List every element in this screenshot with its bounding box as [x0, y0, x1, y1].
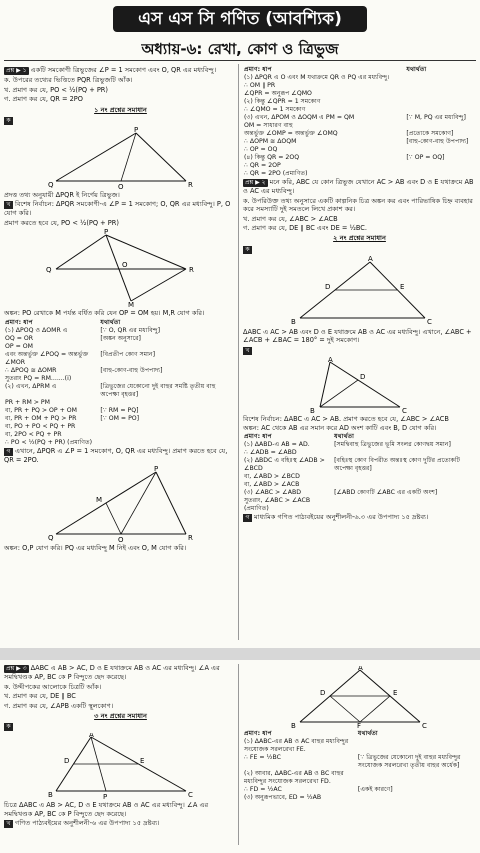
svg-text:D: D — [63, 757, 69, 766]
part-c: গ. প্রমাণ কর যে, QR = 2PO — [4, 95, 83, 104]
proof-table: প্রমাণ: ধাপ যথার্থতা (১) ΔPOQ ও ΔOMR এ [∵ O, QR এর মধ্যবিন্দু] OQ = OR [অঙ্কন অনুসারে] OP = OM এবং অন্তর্ভুক্ত ∠POQ = অন্তর্ভুক্ত ∠MOR [বিপ্রতীপ কোণ সমান] ∴ ΔPOQ ≅ ΔOMR [বাহু-কোণ-বাহু উপপাদ্য] সুতরাং PQ = RM.......(i) (২) এখন, ΔPRM এ [ত্রিভুজের যেকোনো দুই বাহুর সমষ্টি তৃতীয় বাহু অপেক্ষা বৃহত্তর] PR + RM > PM বা, PR + PQ > OP + OM [∵ RM = PQ] বা, PR + OM + PQ > PR [∵ OM = PO] বা, PO + PO < PQ + PR বা, 2PO < PQ + PR ∴ PO < ½(PQ + PR) (প্রমাণিত) — [5, 318, 216, 446]
question-tag: প্রশ্ন ▶ ২ — [245, 179, 266, 186]
svg-text:A: A — [357, 666, 363, 672]
svg-text:B: B — [290, 722, 296, 728]
figure-medial-triangle — [285, 666, 435, 728]
svg-text:O: O — [121, 261, 128, 270]
mark-kh: খ — [4, 201, 13, 209]
svg-text:A: A — [88, 733, 94, 740]
figure-extended-median — [36, 229, 206, 307]
left-column — [4, 66, 237, 553]
svg-text:P: P — [153, 466, 158, 474]
part-g-text: এখানে, ΔPQR এ ∠P = 1 সমকোণ, O, QR এর মধ্যবিন্দু। প্রমাণ করতে হবে যে, QR = 2PO. — [4, 446, 228, 464]
svg-text:B: B — [290, 317, 296, 326]
question-1 — [4, 66, 237, 75]
svg-text:Q: Q — [45, 266, 52, 275]
to-prove: প্রমাণ করতে হবে যে, PO < ½(PQ + PR) — [4, 218, 119, 227]
svg-text:R: R — [188, 266, 194, 275]
question-2 — [243, 178, 476, 196]
label-o: O — [117, 183, 124, 190]
solution-heading-3: ৩ নং প্রশ্নের সমাধান — [94, 712, 147, 721]
svg-text:C: C — [426, 317, 432, 326]
part-b: খ. প্রমাণ কর যে, PO < ½(PQ + PR) — [4, 85, 108, 94]
header-rule — [4, 60, 476, 61]
question-text: একটি সমকোণী ত্রিভুজের ∠P = 1 সমকোণ এবং O, QR এর মধ্যবিন্দু। — [30, 66, 217, 74]
figure-bisector — [36, 733, 206, 799]
page2-left-column — [4, 664, 237, 829]
svg-text:E: E — [399, 282, 404, 291]
svg-text:D: D — [359, 372, 365, 381]
svg-text:B: B — [309, 406, 315, 413]
svg-text:A: A — [327, 356, 333, 364]
question-text: মনে করি, ABC যে কোন ত্রিভুজ যেখানে AC > AB এবং D ও E যথাক্রমে AB ও AC এর মধ্যবিন্দু। — [243, 178, 474, 196]
q2-part-c: গ. প্রমাণ কর যে, DE ∥ BC এবং DE = ½BC. — [243, 224, 368, 233]
q2-part-b: খ. প্রমাণ কর যে, ∠ABC > ∠ACB — [243, 214, 338, 223]
column-divider — [238, 64, 239, 640]
mark-kh: খ — [243, 347, 252, 355]
right-column — [243, 66, 476, 523]
kh3-text: গণিত পাঠ্যবইয়ের অনুশীলনী-৬ এর উপপাদ্য ১৫ দ্রষ্টব্য। — [15, 819, 160, 828]
label-r: R — [187, 181, 193, 190]
figure-caption: প্রদত্ত তথ্য অনুযায়ী ΔPQR ই নির্ণেয় ত্রিভুজ। — [4, 191, 120, 200]
solution-heading-2: ২ নং প্রশ্নের সমাধান — [333, 234, 386, 243]
q3-part-b: খ. প্রমাণ কর যে, DE ∥ BC — [4, 692, 76, 701]
special-statement-2: বিশেষ নির্বাচন: ΔABC এ AC > AB. প্রমাণ করতে হবে যে, ∠ABC > ∠ACB — [243, 414, 449, 423]
figure-triangle-abc — [275, 256, 445, 326]
svg-text:P: P — [103, 229, 108, 237]
svg-text:B: B — [47, 791, 53, 800]
q2-part-a: ক. উপরিউক্ত তথ্য অনুসারে একটি কাল্পনিক চিত্র অঙ্কন কর এবং পারিভাষিক চিহ্ন ব্যবহার করে সমস্যাটি দুই সমতলে লিখে প্রকাশ কর। — [243, 196, 473, 214]
svg-text:E: E — [139, 757, 144, 766]
mark-k: ক — [243, 246, 252, 254]
svg-text:M: M — [127, 301, 134, 308]
part-g-text-2: মাধ্যমিক গণিত পাঠ্যবইয়ের অনুশীলনী-৬.৩ এর উপপাদ্য ১৫ দ্রষ্টব্য। — [254, 513, 429, 522]
svg-text:D: D — [324, 282, 330, 291]
special-statement: বিশেষ নির্বাচন: ΔPQR সমকোণী-এ ∠P = 1 সমকোণ; O, QR এর মধ্যবিন্দু। P, O যোগ করি। — [4, 200, 231, 218]
svg-text:M: M — [95, 496, 102, 505]
proof-table-continued: প্রমাণ: ধাপ যথার্থতা (১) ΔPQR এ O এবং M যথাক্রমে QR ও PQ এর মধ্যবিন্দু। ∴ OM ∥ PR ∠QPR = অনুরূপ ∠QMO (২) কিন্তু ∠QPR = 1 সমকোণ ∴ ∠QMO = 1 সমকোণ (৩) এখন, ΔPOM ও ΔOQM এ PM = QM [∵ M, PQ এর মধ্যবিন্দু] OM = সাধারণ বাহু অন্তর্ভুক্ত ∠OMP = অন্তর্ভুক্ত ∠OMQ [প্রত্যেকে সমকোণ] ∴ ΔOPM ≅ ΔOQM [বাহু-কোণ-বাহু উপপাদ্য] ∴ OP = OQ (৪) কিন্তু QR = 2OQ [∵ OP = OQ] ∴ QR = 2OP ∴ QR = 2PO (প্রমাণিত) — [244, 66, 469, 177]
q3-part-c: গ. প্রমাণ কর যে, ∠APB একটি স্থূলকোণ। — [4, 701, 114, 710]
figure-midpoint-triangle — [36, 466, 206, 542]
mark-k: ক — [4, 117, 13, 125]
svg-text:F: F — [356, 722, 361, 728]
svg-text:C: C — [401, 406, 407, 413]
proof-table-2: প্রমাণ: ধাপ যথার্থতা (১) ΔABD-এ AB = AD. [সমদ্বিবাহু ত্রিভুজের ভূমি সংলগ্ন কোণদ্বয় সমান] ∴ ∠ADB = ∠ABD (২) ΔBDC এ বহিঃস্থ ∠ADB > ∠BCD [বহিঃস্থ কোণ বিপরীত অন্তঃস্থ কোণ দুটির প্রত্যেকটি অপেক্ষা বৃহত্তর] বা, ∠ABD > ∠BCD বা, ∠ABD > ∠ACB (৩) ∠ABC > ∠ABD [∠ABD কোণটি ∠ABC এর একটি অংশ] সুতরাং, ∠ABC > ∠ACB (প্রমাণিত) — [244, 433, 460, 513]
figure-right-triangle — [36, 127, 206, 189]
svg-text:D: D — [319, 689, 325, 697]
label-p: P — [133, 127, 138, 135]
mark-g: গ — [4, 448, 13, 456]
solution-heading: ১ নং প্রশ্নের সমাধান — [94, 105, 147, 114]
svg-text:O: O — [117, 536, 124, 543]
svg-text:C: C — [421, 722, 427, 728]
svg-text:C: C — [187, 791, 193, 800]
svg-text:A: A — [367, 255, 373, 263]
chapter-title: অধ্যায়-৬: রেখা, কোণ ও ত্রিভুজ — [141, 40, 339, 58]
statement-3: চিত্রে ΔABC এ AB > AC, D ও E যথাক্রমে AB ও AC এর মধ্যবিন্দু। ∠A এর সমদ্বিখণ্ডক AP, BC কে P বিন্দুতে ছেদ করেছে। — [4, 801, 209, 818]
book-page-2 — [0, 660, 480, 853]
book-title-banner: এস এস সি গণিত (আবশ্যিক) — [113, 6, 367, 32]
column-divider-2 — [238, 664, 239, 845]
construction: অঙ্কন: PO রেখাকে M পর্যন্ত বর্ধিত করি যেন OP = OM হয়। M,R যোগ করি। — [4, 309, 205, 318]
q3-part-a: ক. উদ্দীপকের আলোকে চিত্রটি আঁক। — [4, 682, 102, 691]
svg-text:P: P — [102, 793, 107, 800]
svg-text:R: R — [187, 534, 193, 543]
figure-abd — [300, 357, 420, 413]
part-a: ক. উপরের তথ্যের ভিত্তিতে PQR ত্রিভুজটি আঁক। — [4, 76, 133, 85]
svg-text:E: E — [392, 689, 397, 697]
mark-kh: খ — [4, 820, 13, 828]
question-text: ΔABC এ AB > AC, D ও E যথাক্রমে AB ও AC এর মধ্যবিন্দু। ∠A এর সমদ্বিখণ্ডক AP, BC কে P বিন্দুতে ছেদ করেছে। — [4, 664, 220, 682]
page2-right-column — [243, 664, 476, 802]
svg-text:Q: Q — [47, 534, 54, 543]
question-3 — [4, 664, 237, 682]
mark-g: গ — [243, 514, 252, 522]
label-q: Q — [47, 181, 54, 190]
proof-table-3: প্রমাণ: ধাপ যথার্থতা (১) ΔABC-এর AB ও AC বাহুর মধ্যবিন্দুর সংযোজক সরলরেখা FE. ∴ FE = ½BC [∵ ত্রিভুজের যেকোনো দুই বাহুর মধ্যবিন্দুর সংযোজক সরলরেখা তৃতীয় বাহুর অর্ধেক] (২) আবার, ΔABC-এর AB ও BC বাহুর মধ্যবিন্দুর সংযোজক সরলরেখা FD. ∴ FD = ½AC [একই কারণে] (৩) অনুরূপভাবে, ED = ½AB — [244, 730, 461, 801]
statement-2: ΔABC এ AC > AB এবং D ও E যথাক্রমে AB ও AC এর মধ্যবিন্দু। এখানে, ∠ABC + ∠ACB + ∠BAC = 180° = দুই সমকোণ। — [243, 327, 472, 345]
construction-2: অঙ্কন: O,P যোগ করি। PQ এর মধ্যবিন্দু M নিই এবং O, M যোগ করি। — [4, 544, 187, 553]
mark-k: ক — [4, 723, 13, 731]
question-tag: প্রশ্ন ▶ ৩ — [6, 665, 27, 672]
construction-3: অঙ্কন: AC থেকে AB এর সমান করে AD অংশ কাটি এবং B, D যোগ করি। — [243, 424, 437, 433]
question-tag: প্রশ্ন ▶ ১ — [6, 67, 27, 74]
